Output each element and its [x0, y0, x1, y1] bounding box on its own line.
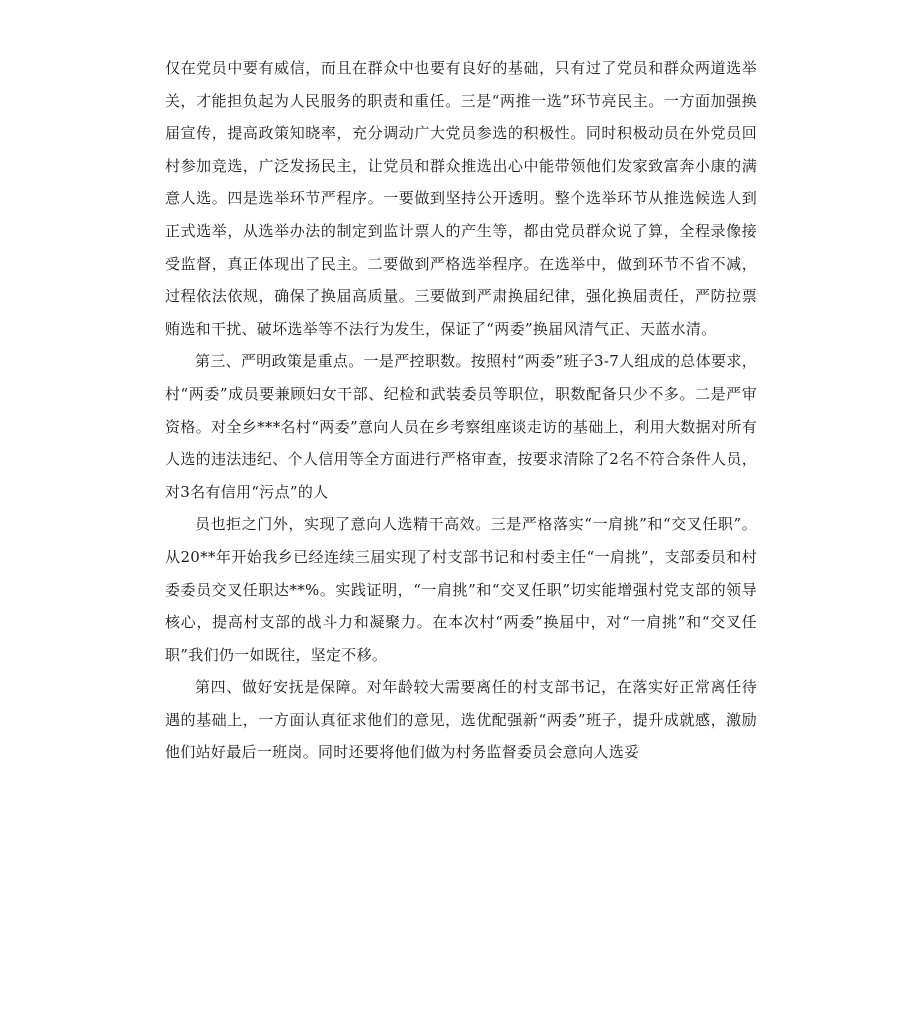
paragraph-4: 第四、做好安抚是保障。对年龄较大需要离任的村支部书记，在落实好正常离任待遇的基础上，一方面认真征求他们的意见，选优配强新“两委”班子，提升成就感，激励他们站好最后一班岗。同时还要将他们做为村务监督委员会意向人选妥	[165, 678, 757, 762]
document-body	[165, 52, 757, 769]
paragraph-3: 员也拒之门外，实现了意向人选精干高效。三是严格落实“一肩挑”和“交叉任职”。从20**年开始我乡已经连续三届实现了村支部书记和村委主任“一肩挑”，支部委员和村委委员交叉任职达**%。实践证明，“一肩挑”和“交叉任职”切实能增强村党支部的领导核心，提高村支部的战斗力和凝聚力。在本次村“两委”换届中，对“一肩挑”和“交叉任职”我们仍一如既往，坚定不移。	[165, 515, 757, 664]
paragraph-2: 第三、严明政策是重点。一是严控职数。按照村“两委”班子3-7人组成的总体要求，村“两委”成员要兼顾妇女干部、纪检和武装委员等职位，职数配备只少不多。二是严审资格。对全乡***名村“两委”意向人员在乡考察组座谈走访的基础上，利用大数据对所有人选的违法违纪、个人信用等全方面进行严格审查，按要求清除了2名不符合条件人员，对3名有信用“污点”的人	[165, 352, 757, 501]
paragraph-1: 仅在党员中要有威信，而且在群众中也要有良好的基础，只有过了党员和群众两道选举关，才能担负起为人民服务的职责和重任。三是“两推一选”环节亮民主。一方面加强换届宣传，提高政策知晓率，充分调动广大党员参选的积极性。同时积极动员在外党员回村参加竞选，广泛发扬民主，让党员和群众推选出心中能带领他们发家致富奔小康的满意人选。四是选举环节严程序。一要做到坚持公开透明。整个选举环节从推选候选人到正式选举，从选举办法的制定到监计票人的产生等，都由党员群众说了算，全程录像接受监督，真正体现出了民主。二要做到严格选举程序。在选举中，做到环节不省不减，过程依法依规，确保了换届高质量。三要做到严肃换届纪律，强化换届责任，严防拉票贿选和干扰、破坏选举等不法行为发生，保证了“两委”换届风清气正、天蓝水清。	[165, 59, 757, 338]
